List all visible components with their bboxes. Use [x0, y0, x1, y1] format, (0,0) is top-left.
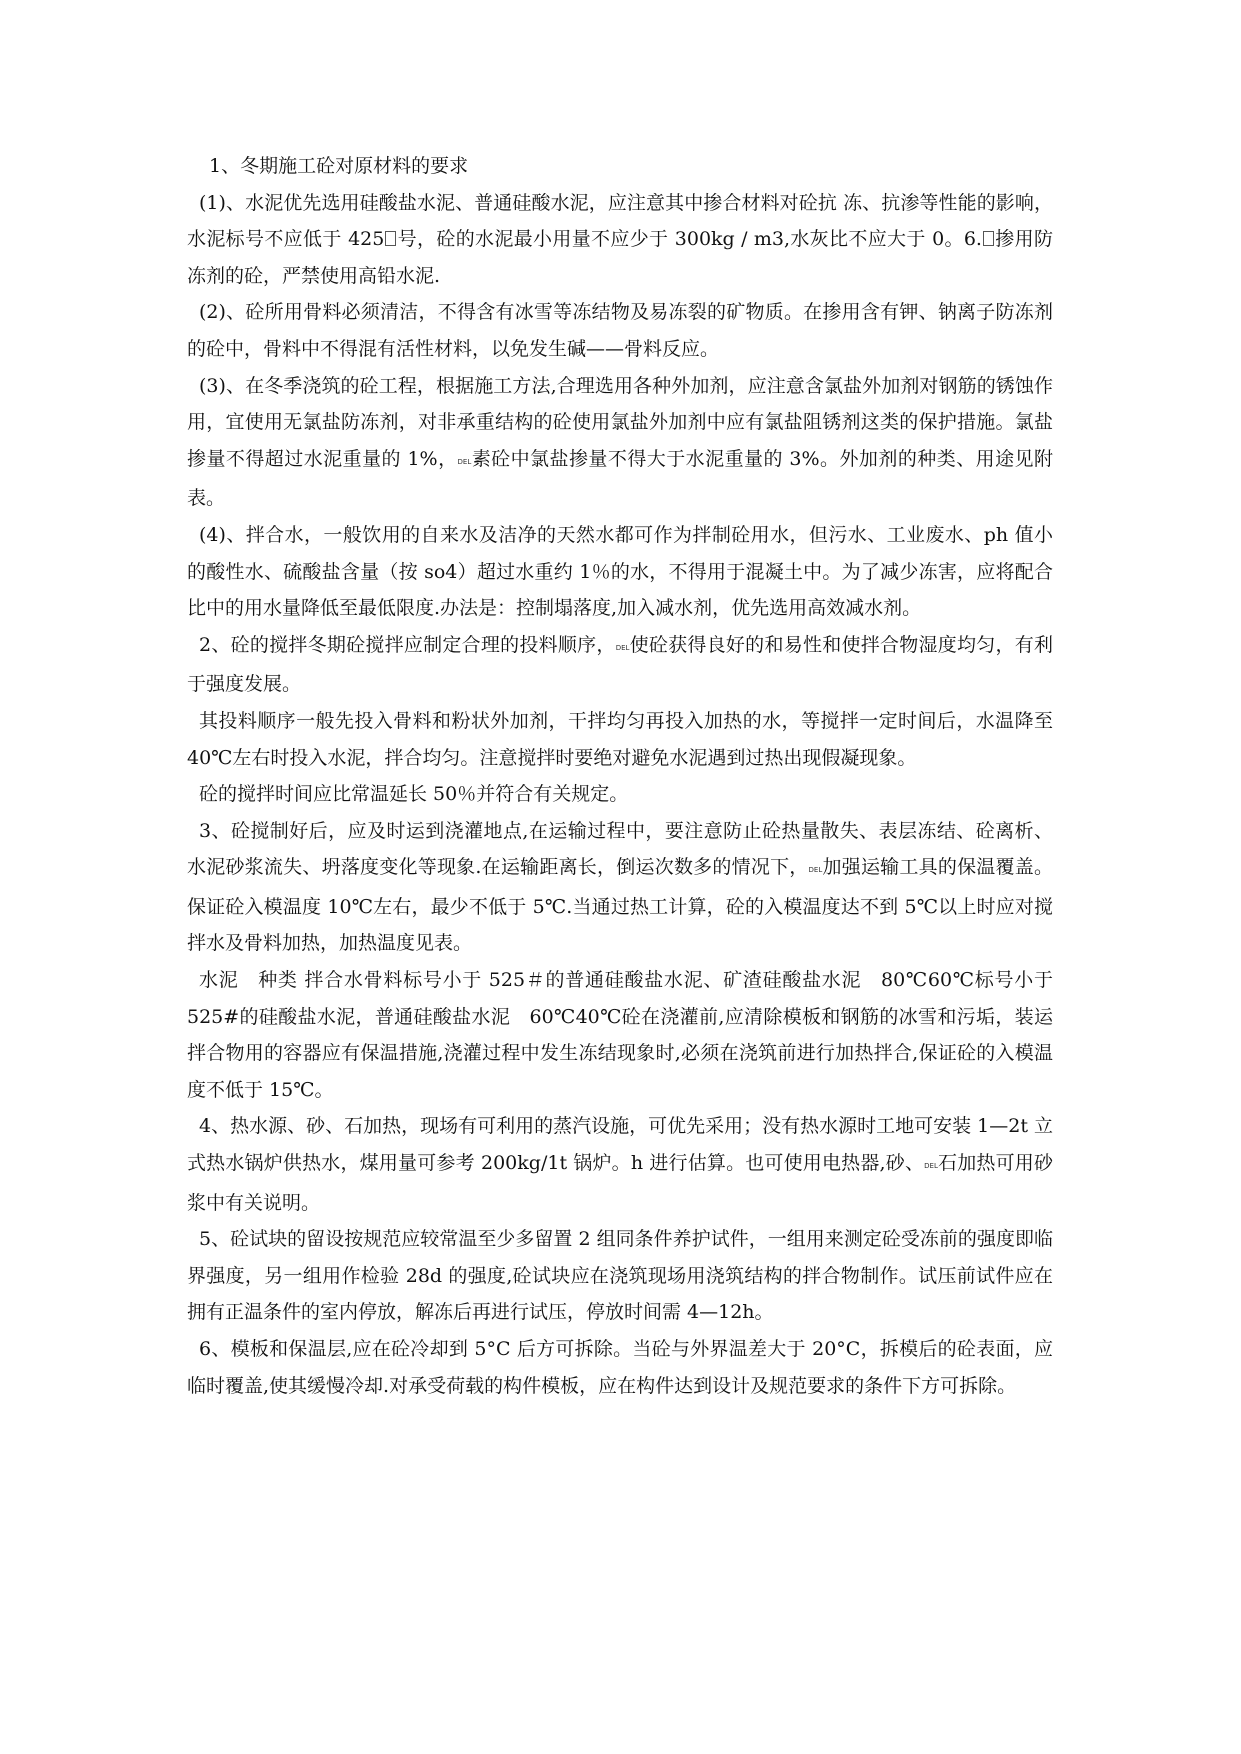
- missing-glyph-box: [385, 231, 396, 246]
- text-segment: 2、砼的搅拌冬期砼搅拌应制定合理的投料顺序，: [199, 633, 616, 656]
- paragraph-admixture: [187, 368, 1053, 517]
- text-segment: 掺用防冻剂的砼，严禁使用高铅水泥.: [187, 228, 1053, 287]
- paragraph-aggregate: (2)、砼所用骨料必须清洁，不得含有冰雪等冻结物及易冻裂的矿物质。在掺用含有钾、钠离子防冻剂的砼中，骨料中不得混有活性材料，以免发生碱——骨料反应。: [187, 301, 1053, 360]
- document-body: [187, 148, 1053, 1404]
- paragraph-test-blocks: 5、砼试块的留设按规范应较常温至少多留置 2 组同条件养护试件，一组用来测定砼受冻前的强度即临界强度，另一组用作检验 28d 的强度,砼试块应在浇筑现场用浇筑结构的拌合物制作。试压前试件应在拥有正温条件的室内停放，解冻后再进行试压，停放时间需 4—12h。: [187, 1228, 1053, 1324]
- paragraph-feeding-order: 其投料顺序一般先投入骨料和粉状外加剂，干拌均匀再投入加热的水，等搅拌一定时间后，水温降至 40℃左右时投入水泥，拌合均匀。注意搅拌时要绝对避免水泥遇到过热出现假凝现象。: [187, 709, 1053, 769]
- paragraph-heating-table: 水泥 种类 拌合水骨料标号小于 525＃的普通硅酸盐水泥、矿渣硅酸盐水泥 80℃60℃标号小于 525#的硅酸盐水泥，普通硅酸盐水泥 60℃40℃砼在浇灌前,应清除模板和钢筋的冰雪和污垢，装运拌合物用的容器应有保温措施,浇灌过程中发生冻结现象时,必须在浇筑前进行加热拌合,保证砼的入模温度不低于 15℃。: [187, 969, 1053, 1101]
- paragraph-formwork: 6、模板和保温层,应在砼冷却到 5°C 后方可拆除。当砼与外界温差大于 20°C，拆模后的砼表面，应临时覆盖,使其缓慢冷却.对承受荷载的构件模板，应在构件达到设计及规范要求的条件下方可拆除。: [187, 1338, 1053, 1397]
- paragraph-mixing-water: (4)、拌合水，一般饮用的自来水及洁净的天然水都可作为拌制砼用水，但污水、工业废水、ph 值小的酸性水、硫酸盐含量（按 so4）超过水重约 1％的水，不得用于混凝土中。为了减少冻害，应将配合比中的用水量降低至最低限度.办法是：控制塌落度,加入减水剂，优先选用高效减水剂。: [187, 523, 1053, 620]
- del-mark: DEL: [615, 643, 630, 652]
- paragraph-cement: [187, 185, 1053, 295]
- text-segment: 素砼中氯盐掺量不得大于水泥重量的 3%。外加剂的种类、用途见附表。: [187, 447, 1054, 510]
- text-segment: (1)、水泥优先选用硅酸盐水泥、普通硅酸水泥，应注意其中掺合材料对砼抗 冻、抗渗等性能的影响，水泥标号不应低于 425: [187, 191, 1053, 251]
- paragraph-mixing: [187, 627, 1053, 703]
- del-mark: DEL: [924, 1162, 938, 1171]
- del-mark: DEL: [457, 457, 472, 466]
- paragraph-transport: [187, 813, 1053, 962]
- paragraph-heat-source: [187, 1108, 1053, 1221]
- text-segment: 3、砼搅制好后，应及时运到浇灌地点,在运输过程中，要注意防止砼热量散失、表层冻结、砼离析、水泥砂浆流失、坍落度变化等现象.在运输距离长，倒运次数多的情况下，: [187, 819, 1053, 879]
- text-segment: 石加热可用砂浆中有关说明。: [187, 1152, 1053, 1214]
- text-segment: (3)、在冬季浇筑的砼工程，根据施工方法,合理选用各种外加剂，应注意含氯盐外加剂对钢筋的锈蚀作用，宜使用无氯盐防冻剂，对非承重结构的砼使用氯盐外加剂中应有氯盐阻锈剂这类的保护措施。氯盐掺量不得超过水泥重量的 1%，: [187, 374, 1053, 470]
- paragraph-mixing-time: 砼的搅拌时间应比常温延长 50％并符合有关规定。: [199, 783, 629, 806]
- text-segment: 加强运输工具的保温覆盖。保证砼入模温度 10℃左右，最少不低于 5℃.当通过热工计算，砼的入模温度达不到 5℃以上时应对搅拌水及骨料加热，加热温度见表。: [187, 856, 1053, 955]
- text-segment: 使砼获得良好的和易性和使拌合物湿度均匀，有利于强度发展。: [187, 633, 1053, 696]
- missing-glyph-box: [983, 231, 994, 246]
- text-segment: 4、热水源、砂、石加热，现场有可利用的蒸汽设施，可优先采用；没有热水源时工地可安装 1—2t 立式热水锅炉供热水，煤用量可参考 200kg/1t 锅炉。h 进行估算。也可使用电热器,砂、: [187, 1115, 1053, 1175]
- heading-raw-material-requirements: 1、冬期施工砼对原材料的要求: [209, 155, 469, 177]
- text-segment: 号，砼的水泥最小用量不应少于 300kg / m3,水灰比不应大于 0。6.: [397, 228, 982, 251]
- del-mark: DEL: [808, 866, 823, 875]
